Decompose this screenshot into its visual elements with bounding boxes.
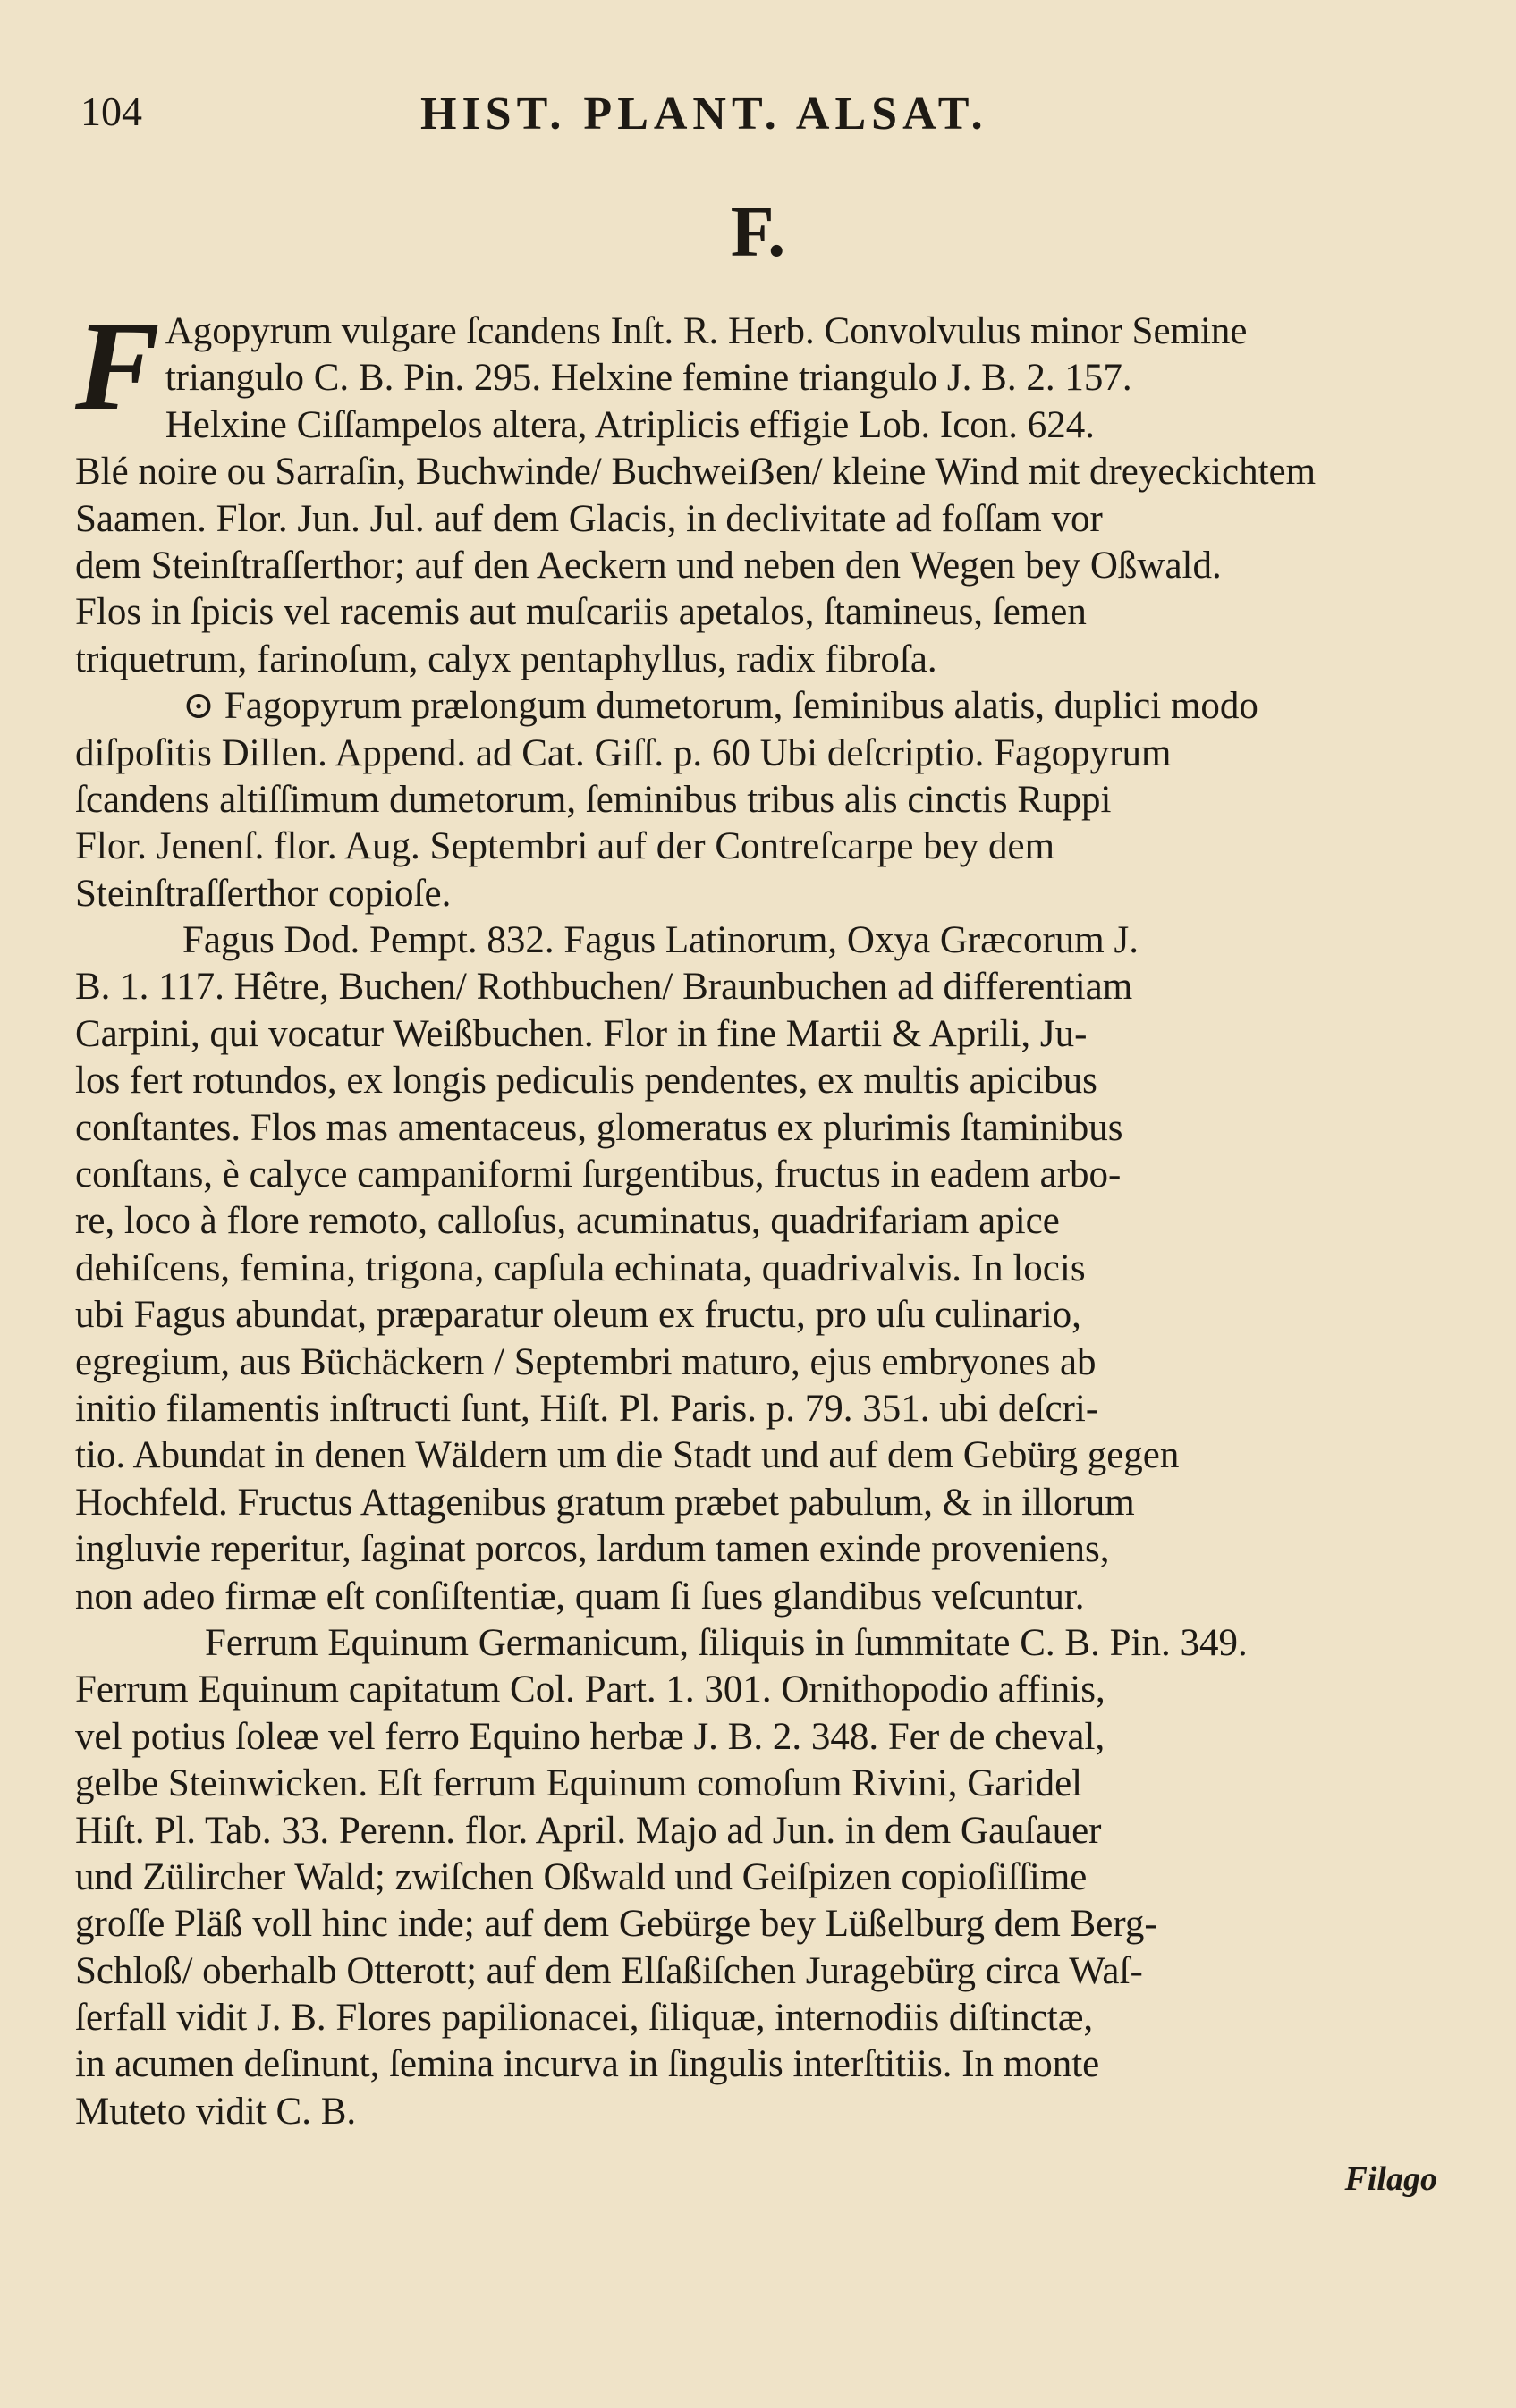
text-line: triangulo C. B. Pin. 295. Helxine femine triangulo J. B. 2. 157. <box>165 357 1132 400</box>
text-line: vel potius ſoleæ vel ferro Equino herbæ J. B. 2. 348. Fer de cheval, <box>75 1715 1105 1758</box>
section-letter: F. <box>730 193 786 272</box>
text-line: Saamen. Flor. Jun. Jul. auf dem Glacis, in declivitate ad foſſam vor <box>75 497 1103 540</box>
text-line: Ferrum Equinum Germanicum, ſiliquis in ſummitate C. B. Pin. 349. <box>205 1621 1248 1664</box>
text-line: ſcandens altiſſimum dumetorum, ſeminibus tribus alis cinctis Ruppi <box>75 778 1112 821</box>
page-number: 104 <box>80 89 142 134</box>
text-line: ubi Fagus abundat, præparatur oleum ex fructu, pro uſu culinario, <box>75 1294 1081 1337</box>
text-line: Carpini, qui vocatur Weißbuchen. Flor in fine Martii & Aprili, Ju- <box>75 1012 1088 1055</box>
text-line: Helxine Ciſſampelos altera, Atriplicis effigie Lob. Icon. 624. <box>165 403 1096 446</box>
text-line: Muteto vidit C. B. <box>75 2090 357 2133</box>
text-line: B. 1. 117. Hêtre, Buchen/ Rothbuchen/ Braunbuchen ad differentiam <box>75 966 1133 1009</box>
text-line: Flor. Jenenſ. flor. Aug. Septembri auf der Contreſcarpe bey dem <box>75 825 1055 868</box>
text-line: conſtantes. Flos mas amentaceus, glomeratus ex plurimis ſtaminibus <box>75 1106 1123 1149</box>
text-line: egregium, aus Büchäckern / Septembri maturo, ejus embryones ab <box>75 1340 1097 1383</box>
text-line: Agopyrum vulgare ſcandens Inſt. R. Herb. Convolvulus minor Semine <box>165 310 1248 352</box>
text-line: ⊙ Fagopyrum prælongum dumetorum, ſeminibus alatis, duplici modo <box>182 685 1258 728</box>
text-line: ingluvie reperitur, ſaginat porcos, lardum tamen exinde proveniens, <box>75 1528 1110 1571</box>
running-title: HIST. PLANT. ALSAT. <box>420 89 988 139</box>
text-line: gelbe Steinwicken. Eſt ferrum Equinum comoſum Rivini, Garidel <box>75 1762 1083 1805</box>
body-text <box>75 295 1444 2135</box>
text-line: los fert rotundos, ex longis pediculis pendentes, ex multis apicibus <box>75 1060 1097 1103</box>
text-line: in acumen deſinunt, ſemina incurva in ſingulis interſtitiis. In monte <box>75 2043 1100 2086</box>
page-header <box>80 88 1431 159</box>
text-line: dehiſcens, femina, trigona, capſula echinata, quadrivalvis. In locis <box>75 1246 1086 1289</box>
text-line: Ferrum Equinum capitatum Col. Part. 1. 301. Ornithopodio affinis, <box>75 1669 1105 1711</box>
text-line: conſtans, è calyce campaniformi ſurgentibus, fructus in eadem arbo- <box>75 1153 1122 1196</box>
text-line: diſpoſitis Dillen. Append. ad Cat. Giſſ. p. 60 Ubi deſcriptio. Fagopyrum <box>75 731 1172 774</box>
text-line: tio. Abundat in denen Wäldern um die Stadt und auf dem Gebürg gegen <box>75 1434 1180 1477</box>
text-line: Fagus Dod. Pempt. 832. Fagus Latinorum, Oxya Græcorum J. <box>182 919 1139 962</box>
text-line: Schloß/ oberhalb Otterott; auf dem Elſaßiſchen Juragebürg circa Waſ- <box>75 1949 1143 1992</box>
text-line: re, loco à flore remoto, calloſus, acuminatus, quadrifariam apice <box>75 1200 1060 1243</box>
text-line: initio filamentis inſtructi ſunt, Hiſt. Pl. Paris. p. 79. 351. ubi deſcri- <box>75 1387 1099 1430</box>
text-line: Blé noire ou Sarraſin, Buchwinde/ Buchweiẞen/ kleine Wind mit dreyeckichtem <box>75 451 1317 494</box>
text-line: Steinſtraſſerthor copioſe. <box>75 872 452 915</box>
text-line: groſſe Pläß voll hinc inde; auf dem Gebürge bey Lüßelburg dem Berg- <box>75 1903 1157 1946</box>
text-line: Flos in ſpicis vel racemis aut muſcariis apetalos, ſtamineus, ſemen <box>75 591 1087 634</box>
text-line: ſerfall vidit J. B. Flores papilionacei, ſiliquæ, internodiis diſtinctæ, <box>75 1997 1094 2040</box>
text-line: Hochfeld. Fructus Attagenibus gratum præbet pabulum, & in illorum <box>75 1481 1135 1524</box>
text-line: dem Steinſtraſſerthor; auf den Aeckern und neben den Wegen bey Oßwald. <box>75 544 1222 587</box>
drop-cap: F <box>75 295 160 436</box>
text-line: triquetrum, farinoſum, calyx pentaphyllus, radix fibroſa. <box>75 638 937 680</box>
text-line: Hiſt. Pl. Tab. 33. Perenn. flor. April. Majo ad Jun. in dem Gauſauer <box>75 1809 1102 1852</box>
text-line: non adeo firmæ eſt conſiſtentiæ, quam ſi ſues glandibus veſcuntur. <box>75 1575 1085 1618</box>
catchword: Filago <box>1344 2160 1437 2198</box>
text-line: und Zülircher Wald; zwiſchen Oßwald und Geiſpizen copioſiſſime <box>75 1855 1088 1898</box>
